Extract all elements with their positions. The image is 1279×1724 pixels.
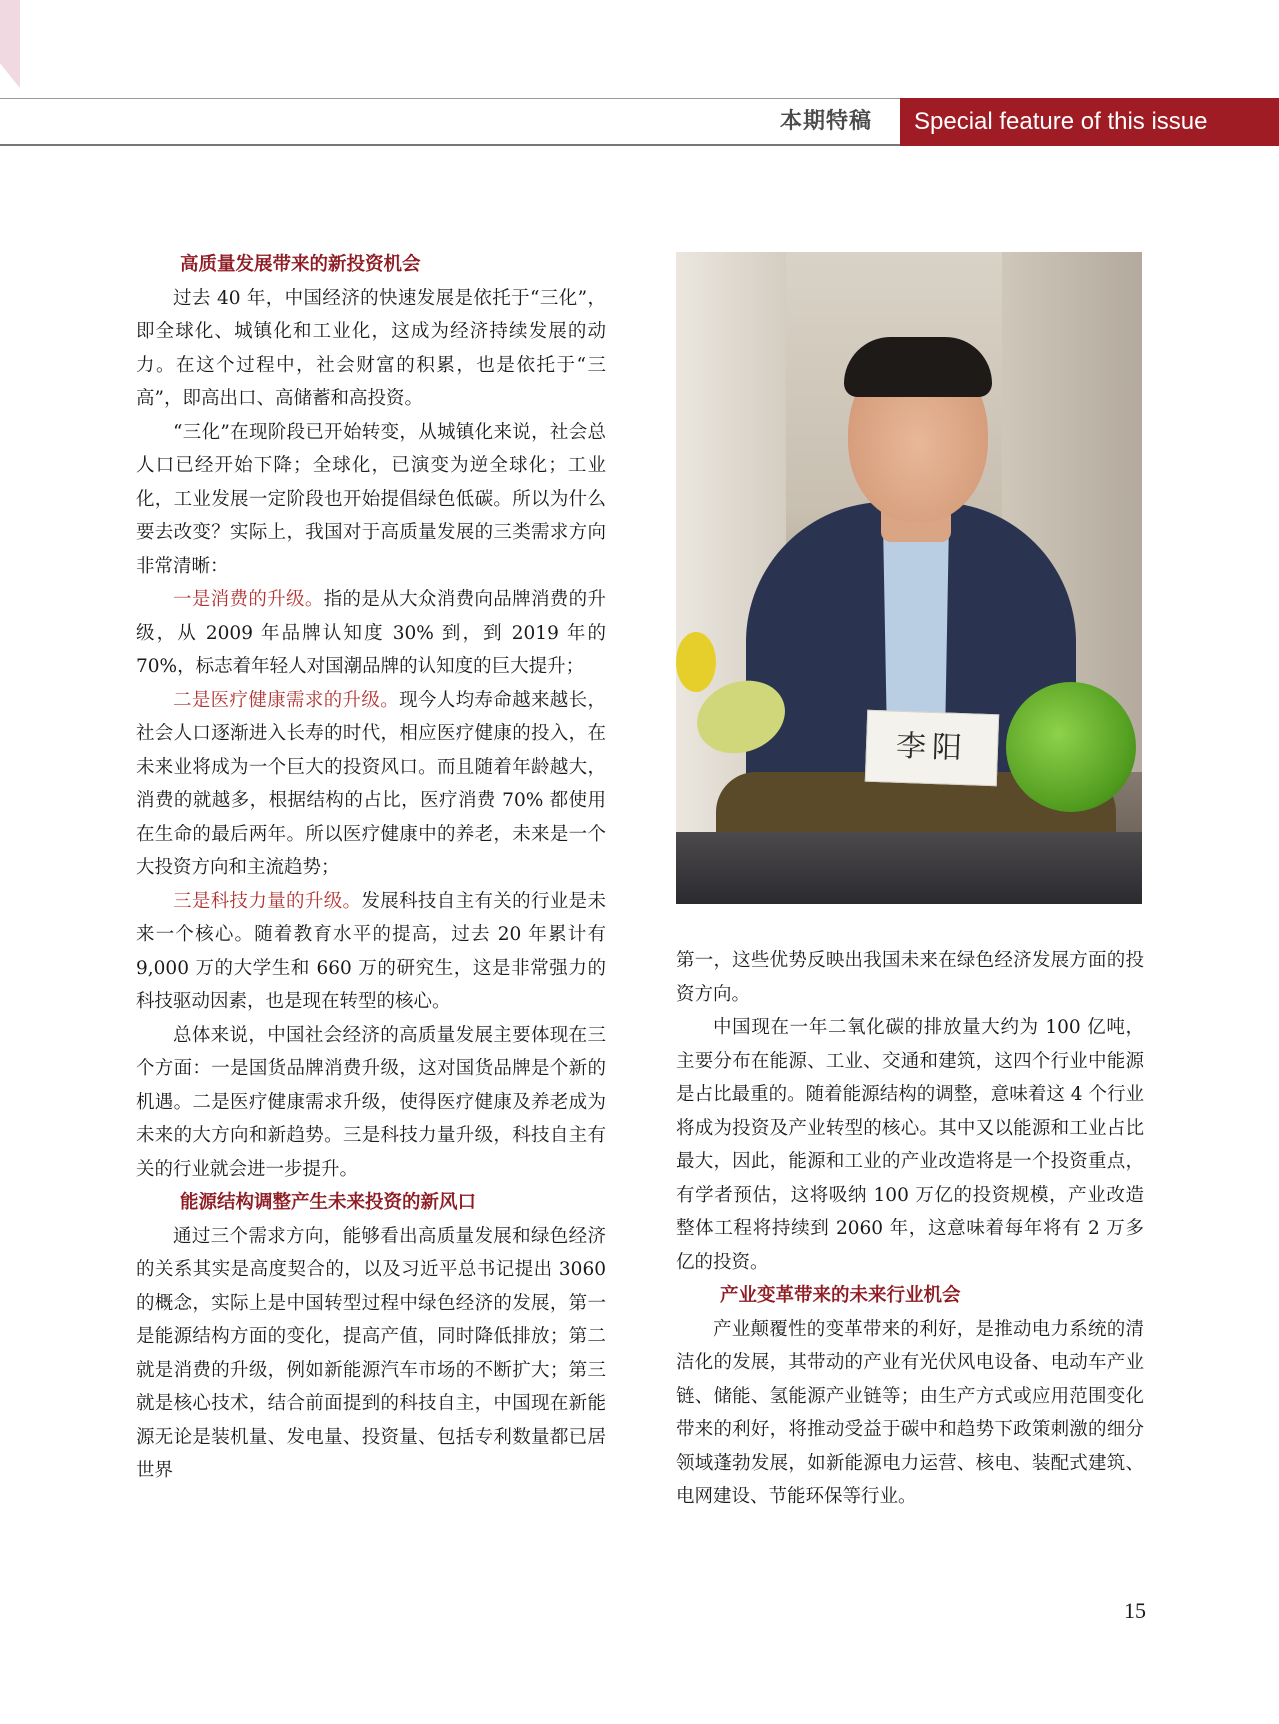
- paragraph: 过去 40 年，中国经济的快速发展是依托于“三化”，即全球化、城镇化和工业化，这成为经济持续发展的动力。在这个过程中，社会财富的积累，也是依托于“三高”，即高出口、高储蓄和高投资。: [136, 287, 606, 409]
- section-title-en: Special feature of this issue: [900, 98, 1279, 146]
- paragraph: 中国现在一年二氧化碳的排放量大约为 100 亿吨，主要分布在能源、工业、交通和建筑，这四个行业中能源是占比最重的。随着能源结构的调整，意味着这 4 个行业将成为投资及产业转型的核心。其中又以能源和工业占比最大，因此，能源和工业的产业改造将是一个投资重点，有学者预估，这将吸纳 100 万亿的投资规模，产业改造整体工程将持续到 2060 年，这意味着每年将有 2 万多亿的投资。: [676, 1017, 1144, 1273]
- highlight-consumption: 一是消费的升级。: [173, 589, 324, 610]
- paragraph: 第一，这些优势反映出我国未来在绿色经济发展方面的投资方向。: [676, 950, 1144, 1005]
- paragraph: 通过三个需求方向，能够看出高质量发展和绿色经济的关系其实是高度契合的，以及习近平总书记提出 3060 的概念，实际上是中国转型过程中绿色经济的发展，第一是能源结构方面的变化，提高产值，同时降低排放；第二就是消费的升级，例如新能源汽车市场的不断扩大；第三就是核心技术，结合前面提到的科技自主，中国现在新能源无论是装机量、发电量、投资量、包括专利数量都已居世界: [136, 1225, 606, 1481]
- paragraph: [136, 684, 606, 885]
- portrait-photo: [676, 252, 1142, 904]
- photo-yellow-flower: [676, 632, 716, 692]
- highlight-healthcare: 二是医疗健康需求的升级。: [173, 689, 400, 711]
- photo-nameplate: 李阳: [865, 710, 999, 787]
- photo-hair: [844, 337, 992, 397]
- paragraph-text: 发展科技自主有关的行业是未来一个核心。随着教育水平的提高，过去 20 年累计有 9,000 万的大学生和 660 万的研究生，这是非常强力的科技驱动因素，也是现在转型的核心。: [136, 890, 606, 1012]
- left-article-column: [136, 248, 606, 1488]
- right-article-column: [676, 944, 1144, 1514]
- paragraph: [136, 885, 606, 1019]
- subheading-investment-opportunities: 高质量发展带来的新投资机会: [180, 254, 421, 275]
- paragraph-text: 指的是从大众消费向品牌消费的升级，从 2009 年品牌认知度 30% 到，到 2019 年的 70%，标志着年轻人对国潮品牌的认知度的巨大提升；: [136, 589, 606, 677]
- header-underline: [0, 144, 900, 146]
- photo-green-ball-plant: [1006, 682, 1136, 812]
- subheading-energy-structure: 能源结构调整产生未来投资的新风口: [180, 1192, 477, 1213]
- corner-tab-decoration: [0, 0, 20, 88]
- section-title-cn: 本期特稿: [780, 109, 873, 134]
- highlight-technology: 三是科技力量的升级。: [173, 890, 362, 912]
- subheading-industry-opportunities: 产业变革带来的未来行业机会: [720, 1285, 961, 1306]
- paragraph: “三化”在现阶段已开始转变，从城镇化来说，社会总人口已经开始下降；全球化，已演变为逆全球化；工业化，工业发展一定阶段也开始提倡绿色低碳。所以为什么要去改变？实际上，我国对于高质量发展的三类需求方向非常清晰：: [136, 421, 606, 577]
- paragraph-text: 现今人均寿命越来越长，社会人口逐渐进入长寿的时代，相应医疗健康的投入，在未来业将成为一个巨大的投资风口。而且随着年龄越大，消费的就越多，根据结构的占比，医疗消费 70% 都使用在生命的最后两年。所以医疗健康中的养老，未来是一个大投资方向和主流趋势；: [136, 689, 606, 878]
- paragraph: 产业颠覆性的变革带来的利好，是推动电力系统的清洁化的发展，其带动的产业有光伏风电设备、电动车产业链、储能、氢能源产业链等；由生产方式或应用范围变化带来的利好，将推动受益于碳中和趋势下政策刺激的细分领域蓬勃发展，如新能源电力运营、核电、装配式建筑、电网建设、节能环保等行业。: [676, 1318, 1144, 1507]
- photo-table: [676, 832, 1142, 904]
- paragraph: 总体来说，中国社会经济的高质量发展主要体现在三个方面：一是国货品牌消费升级，这对国货品牌是个新的机遇。二是医疗健康需求升级，使得医疗健康及养老成为未来的大方向和新趋势。三是科技力量升级，科技自主有关的行业就会进一步提升。: [136, 1024, 606, 1180]
- page-number: 15: [1124, 1598, 1146, 1623]
- paragraph: [136, 583, 606, 684]
